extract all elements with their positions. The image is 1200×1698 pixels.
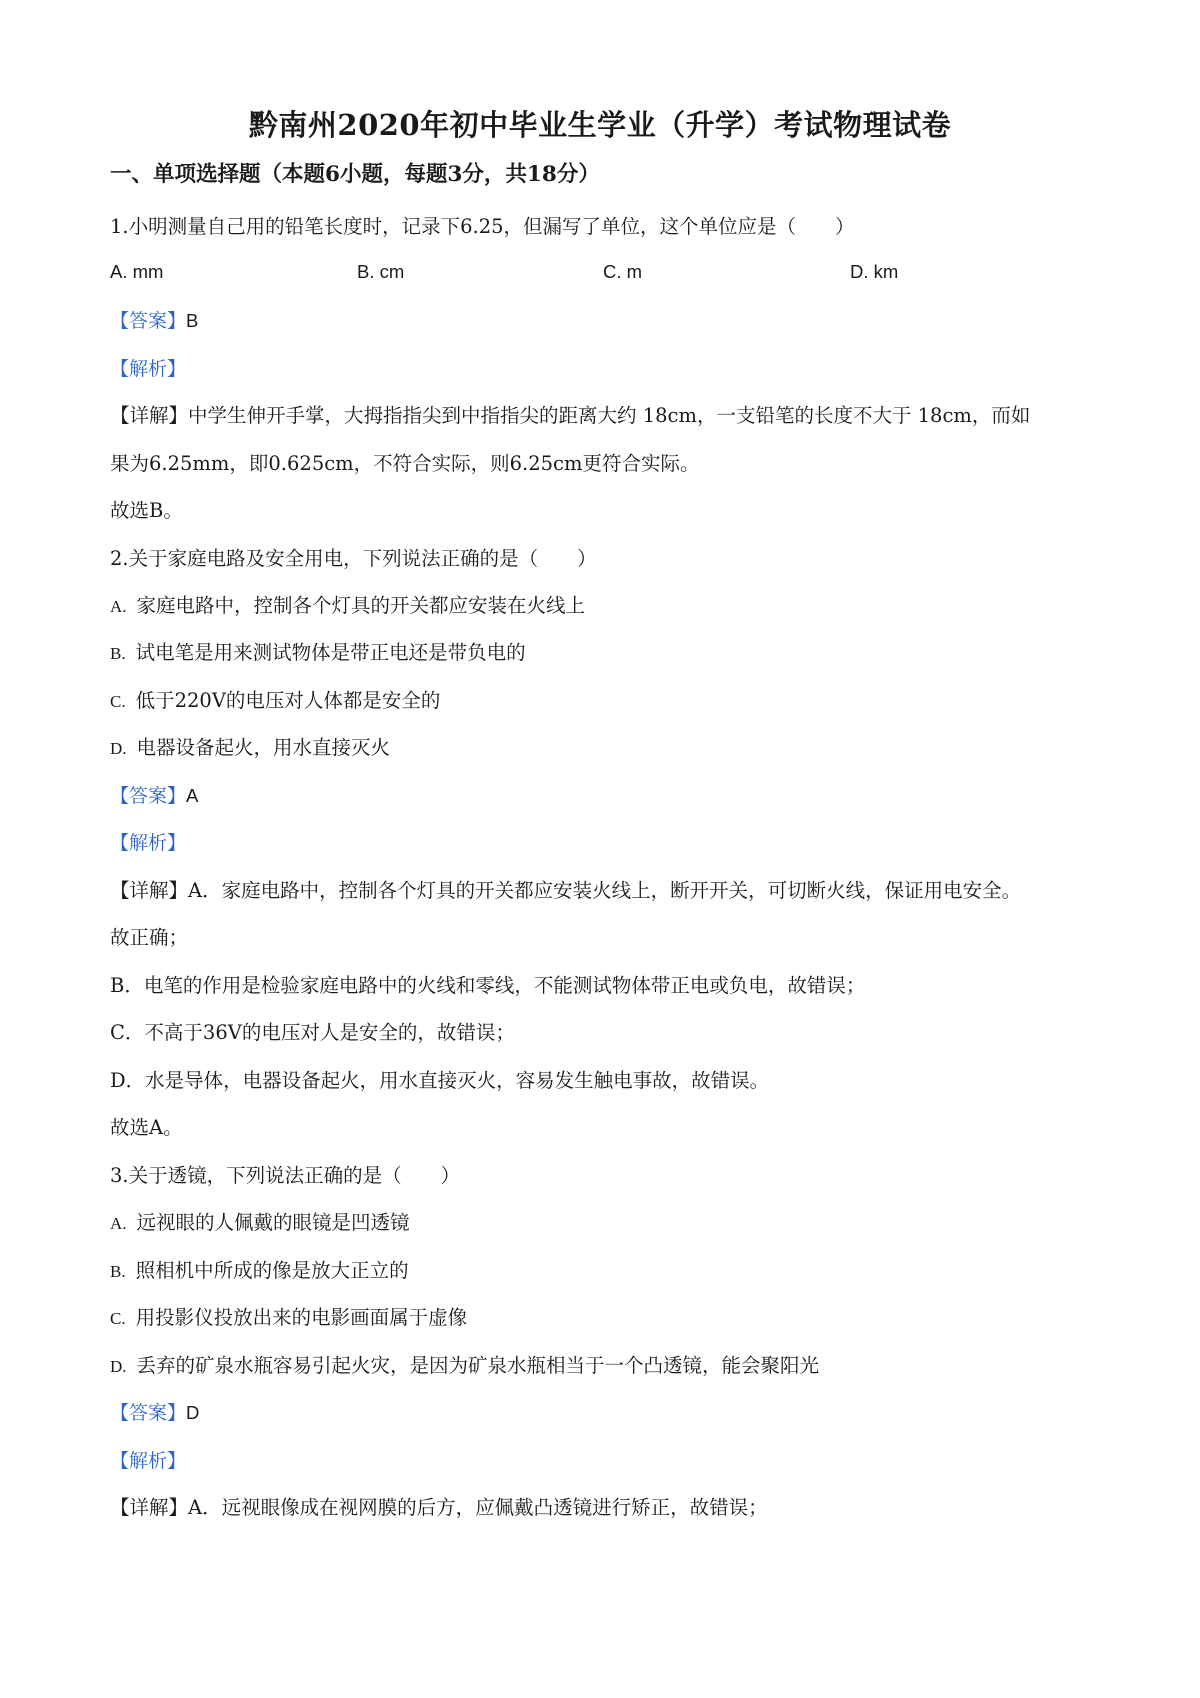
option-text: 丢弃的矿泉水瓶容易引起火灾，是因为矿泉水瓶相当于一个凸透镜，能会聚阳光 — [136, 1354, 820, 1377]
option-text: 家庭电路中，控制各个灯具的开关都应安装在火线上 — [136, 594, 586, 617]
q2-detail-b: B．电笔的作用是检验家庭电路中的火线和零线，不能测试物体带正电或负电，故错误； — [110, 974, 866, 997]
detail-label: 【详解】 — [110, 879, 189, 902]
q1-answer — [110, 308, 198, 334]
page-title: 黔南州2020年初中毕业生学业（升学）考试物理试卷 — [248, 108, 952, 142]
q1-option-c: C. m — [603, 261, 643, 282]
option-text: 低于220V的电压对人体都是安全的 — [135, 689, 441, 712]
section-heading: 一、单项选择题（本题6小题，每题3分，共18分） — [110, 162, 600, 187]
analysis-label: 【解析】 — [110, 358, 187, 380]
q2-analysis — [110, 830, 186, 856]
q3-option-a — [110, 1210, 410, 1237]
answer-value: A — [186, 785, 199, 806]
q1-option-b: B. cm — [357, 261, 405, 282]
question-1-stem: 1.小明测量自己用的铅笔长度时，记录下6.25，但漏写了单位，这个单位应是（ ） — [110, 215, 855, 238]
q3-answer — [110, 1400, 199, 1426]
q3-option-d — [110, 1353, 819, 1380]
option-text: 电器设备起火，用水直接灭火 — [136, 736, 391, 759]
q3-analysis — [110, 1448, 186, 1474]
q3-option-b — [110, 1258, 409, 1285]
option-text: 远视眼的人佩戴的眼镜是凹透镜 — [136, 1211, 410, 1234]
q1-conclusion: 故选B。 — [110, 499, 183, 522]
question-2-stem: 2.关于家庭电路及安全用电，下列说法正确的是（ ） — [110, 547, 597, 570]
q1-detail-line-1 — [110, 403, 1030, 429]
q2-detail-c: C．不高于36V的电压对人是安全的，故错误； — [110, 1021, 515, 1044]
option-letter: D. — [110, 1357, 127, 1376]
answer-value: B — [186, 310, 199, 331]
q3-option-c — [110, 1305, 467, 1332]
q2-answer — [110, 783, 198, 809]
option-letter: D. — [110, 739, 127, 758]
option-letter: C. — [110, 692, 126, 711]
answer-value: D — [186, 1402, 200, 1423]
option-letter: A. — [110, 597, 127, 616]
q2-conclusion: 故选A。 — [110, 1116, 183, 1139]
option-text: 试电笔是用来测试物体是带正电还是带负电的 — [135, 641, 526, 664]
answer-label: 【答案】 — [110, 785, 187, 807]
option-text: 照相机中所成的像是放大正立的 — [135, 1259, 409, 1282]
q1-analysis — [110, 356, 186, 382]
detail-label: 【详解】 — [110, 1496, 189, 1519]
question-3-stem: 3.关于透镜，下列说法正确的是（ ） — [110, 1164, 461, 1187]
option-letter: C. — [110, 1309, 126, 1328]
q1-option-a: A. mm — [110, 261, 164, 282]
option-letter: B. — [110, 644, 126, 663]
q2-option-d — [110, 735, 390, 762]
q3-detail-a — [110, 1495, 768, 1521]
q2-detail-a-continued: 故正确； — [110, 926, 189, 949]
option-letter: B. — [110, 1262, 126, 1281]
q2-option-c — [110, 688, 440, 715]
q2-option-b — [110, 640, 526, 667]
answer-label: 【答案】 — [110, 310, 187, 332]
detail-text: 中学生伸开手掌，大拇指指尖到中指指尖的距离大约 18cm，一支铅笔的长度不大于 18cm，而如 — [188, 404, 1031, 427]
analysis-label: 【解析】 — [110, 832, 187, 854]
q2-option-a — [110, 593, 585, 620]
analysis-label: 【解析】 — [110, 1450, 187, 1472]
q1-detail-line-2: 果为6.25mm，即0.625cm，不符合实际，则6.25cm更符合实际。 — [110, 452, 700, 475]
q2-detail-a — [110, 878, 1021, 904]
detail-label: 【详解】 — [110, 404, 189, 427]
q1-option-d: D. km — [850, 261, 899, 282]
answer-label: 【答案】 — [110, 1402, 187, 1424]
detail-text: A．家庭电路中，控制各个灯具的开关都应安装火线上，断开开关，可切断火线，保证用电安全。 — [188, 879, 1022, 902]
option-letter: A. — [110, 1214, 127, 1233]
q2-detail-d: D．水是导体，电器设备起火，用水直接灭火，容易发生触电事故，故错误。 — [110, 1069, 770, 1092]
detail-text: A．远视眼像成在视网膜的后方，应佩戴凸透镜进行矫正，故错误； — [188, 1496, 768, 1519]
option-text: 用投影仪投放出来的电影画面属于虚像 — [135, 1306, 468, 1329]
